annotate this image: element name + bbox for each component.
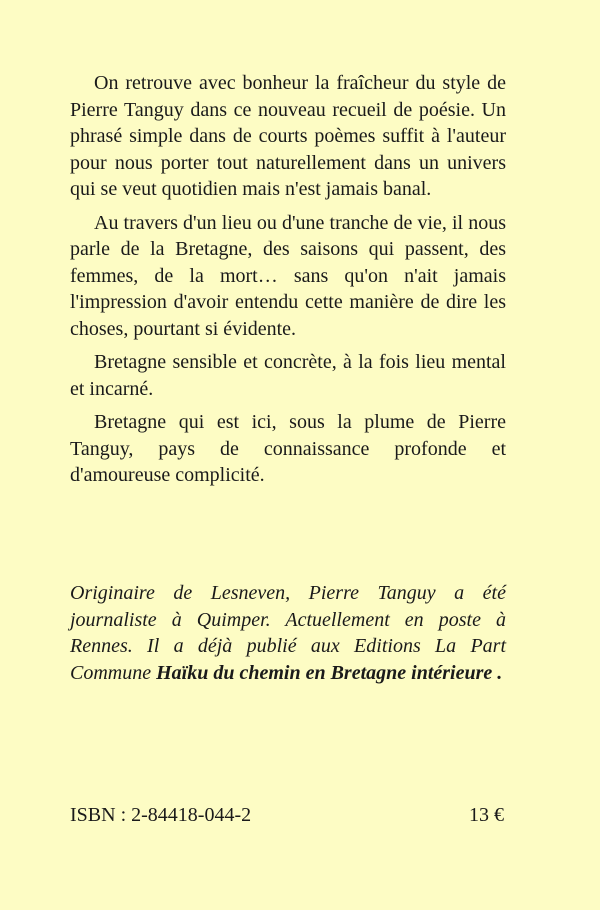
blurb-paragraph-4: Bretagne qui est ici, sous la plume de Pierre Tanguy, pays de connaissance profonde et d'amoureuse complicité. xyxy=(70,411,506,486)
isbn: ISBN : 2-84418-044-2 xyxy=(70,804,252,826)
price: 13 € xyxy=(469,804,504,826)
author-bio-text: Originaire de Lesneven, Pierre Tanguy a été journaliste à Quimper. Actuellement en poste à Rennes. Il a déjà publié aux Editions La Part Commune xyxy=(70,582,506,684)
blurb-text xyxy=(70,70,506,496)
blurb-paragraph-3: Bretagne sensible et concrète, à la fois lieu mental et incarné. xyxy=(70,351,506,400)
author-bio xyxy=(70,580,506,686)
footer xyxy=(70,804,504,827)
blurb-paragraph-1: On retrouve avec bonheur la fraîcheur du style de Pierre Tanguy dans ce nouveau recueil de poésie. Un phrasé simple dans de courts poèmes suffit à l'auteur pour nous porter tout naturellement dans un univers qui se veut quotidien mais n'est jamais banal. xyxy=(70,72,506,200)
book-title: Haïku du chemin en Bretagne intérieure . xyxy=(156,661,503,684)
blurb-paragraph-2: Au travers d'un lieu ou d'une tranche de vie, il nous parle de la Bretagne, des saisons qui passent, des femmes, de la mort… sans qu'on n'ait jamais l'impression d'avoir entendu cette manière de dire les choses, pourtant si évidente. xyxy=(70,211,506,340)
